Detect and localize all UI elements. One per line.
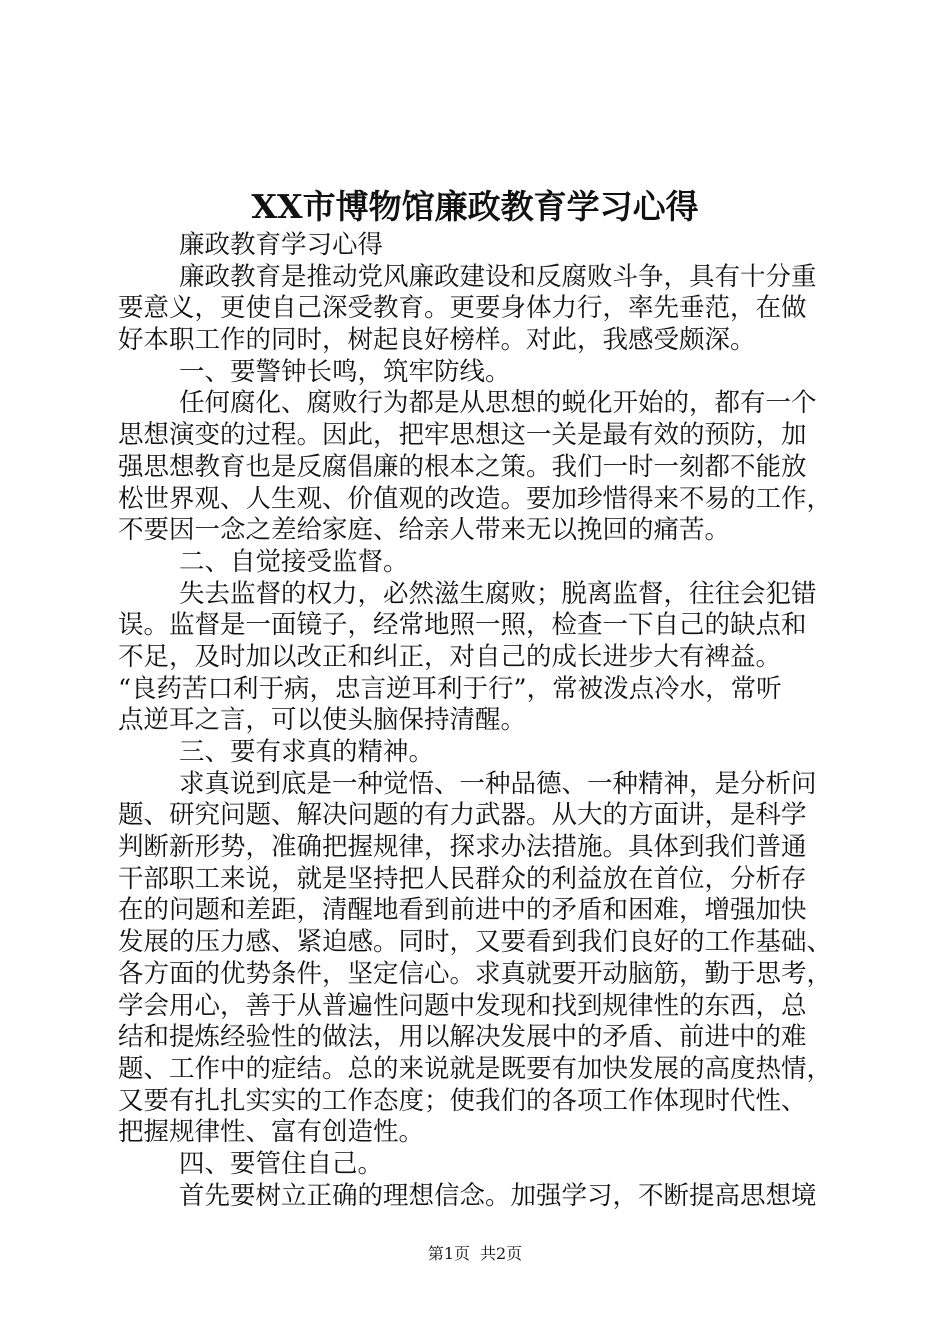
text-line: 失去监督的权力，必然滋生腐败；脱离监督，往往会犯错 bbox=[179, 578, 817, 609]
text-line: “良药苦口利于病，忠言逆耳利于行”，常被泼点冷水，常听 bbox=[118, 673, 782, 704]
text-line: 题、工作中的症结。总的来说就是既要有加快发展的高度热情， bbox=[118, 1053, 833, 1084]
text-line: 松世界观、人生观、价值观的改造。要加珍惜得来不易的工作， bbox=[118, 483, 833, 514]
text-line: 一、要警钟长鸣，筑牢防线。 bbox=[179, 356, 511, 387]
text-line: 判断新形势，准确把握规律，探求办法措施。具体到我们普通 bbox=[118, 832, 807, 863]
text-line: 又要有扎扎实实的工作态度；使我们的各项工作体现时代性、 bbox=[118, 1085, 807, 1116]
text-line: 题、研究问题、解决问题的有力武器。从大的方面讲，是科学 bbox=[118, 800, 807, 831]
text-line: 发展的压力感、紧迫感。同时，又要看到我们良好的工作基础、 bbox=[118, 927, 833, 958]
text-line: 各方面的优势条件，坚定信心。求真就要开动脑筋，勤于思考， bbox=[118, 958, 833, 989]
text-line: 思想演变的过程。因此，把牢思想这一关是最有效的预防，加 bbox=[118, 420, 807, 451]
text-line: 四、要管住自己。 bbox=[179, 1148, 384, 1179]
text-line: 要意义，更使自己深受教育。更要身体力行，率先垂范，在做 bbox=[118, 293, 807, 324]
text-line: 误。监督是一面镜子，经常地照一照，检查一下自己的缺点和 bbox=[118, 610, 807, 641]
text-line: 把握规律性、富有创造性。 bbox=[118, 1117, 425, 1148]
document-title: XX市博物馆廉政教育学习心得 bbox=[251, 187, 699, 226]
text-line: 好本职工作的同时，树起良好榜样。对此，我感受颇深。 bbox=[118, 325, 756, 356]
text-line: 任何腐化、腐败行为都是从思想的蜕化开始的，都有一个 bbox=[179, 388, 817, 419]
page-total: 共2页 bbox=[480, 1244, 523, 1263]
page-number: 第1页 bbox=[427, 1244, 470, 1263]
text-line: 强思想教育也是反腐倡廉的根本之策。我们一时一刻都不能放 bbox=[118, 451, 807, 482]
text-line: 廉政教育学习心得 bbox=[179, 230, 384, 260]
text-line: 求真说到底是一种觉悟、一种品德、一种精神，是分析问 bbox=[179, 768, 817, 799]
text-line: 不足，及时加以改正和纠正，对自己的成长进步大有裨益。 bbox=[118, 641, 782, 672]
text-line: 廉政教育是推动党风廉政建设和反腐败斗争，具有十分重 bbox=[179, 261, 817, 292]
text-line: 不要因一念之差给家庭、给亲人带来无以挽回的痛苦。 bbox=[118, 515, 731, 546]
text-line: 在的问题和差距，清醒地看到前进中的矛盾和困难，增强加快 bbox=[118, 895, 807, 926]
text-line: 二、自觉接受监督。 bbox=[179, 546, 409, 577]
text-line: 首先要树立正确的理想信念。加强学习，不断提高思想境 bbox=[179, 1180, 817, 1211]
text-line: 三、要有求真的精神。 bbox=[179, 737, 435, 767]
text-line: 点逆耳之言，可以使头脑保持清醒。 bbox=[118, 705, 527, 736]
text-line: 结和提炼经验性的做法，用以解决发展中的矛盾、前进中的难 bbox=[118, 1022, 807, 1053]
page-footer bbox=[0, 1243, 950, 1265]
text-line: 干部职工来说，就是坚持把人民群众的利益放在首位，分析存 bbox=[118, 863, 807, 894]
document-body bbox=[118, 230, 834, 1212]
text-line: 学会用心，善于从普遍性问题中发现和找到规律性的东西，总 bbox=[118, 990, 807, 1021]
